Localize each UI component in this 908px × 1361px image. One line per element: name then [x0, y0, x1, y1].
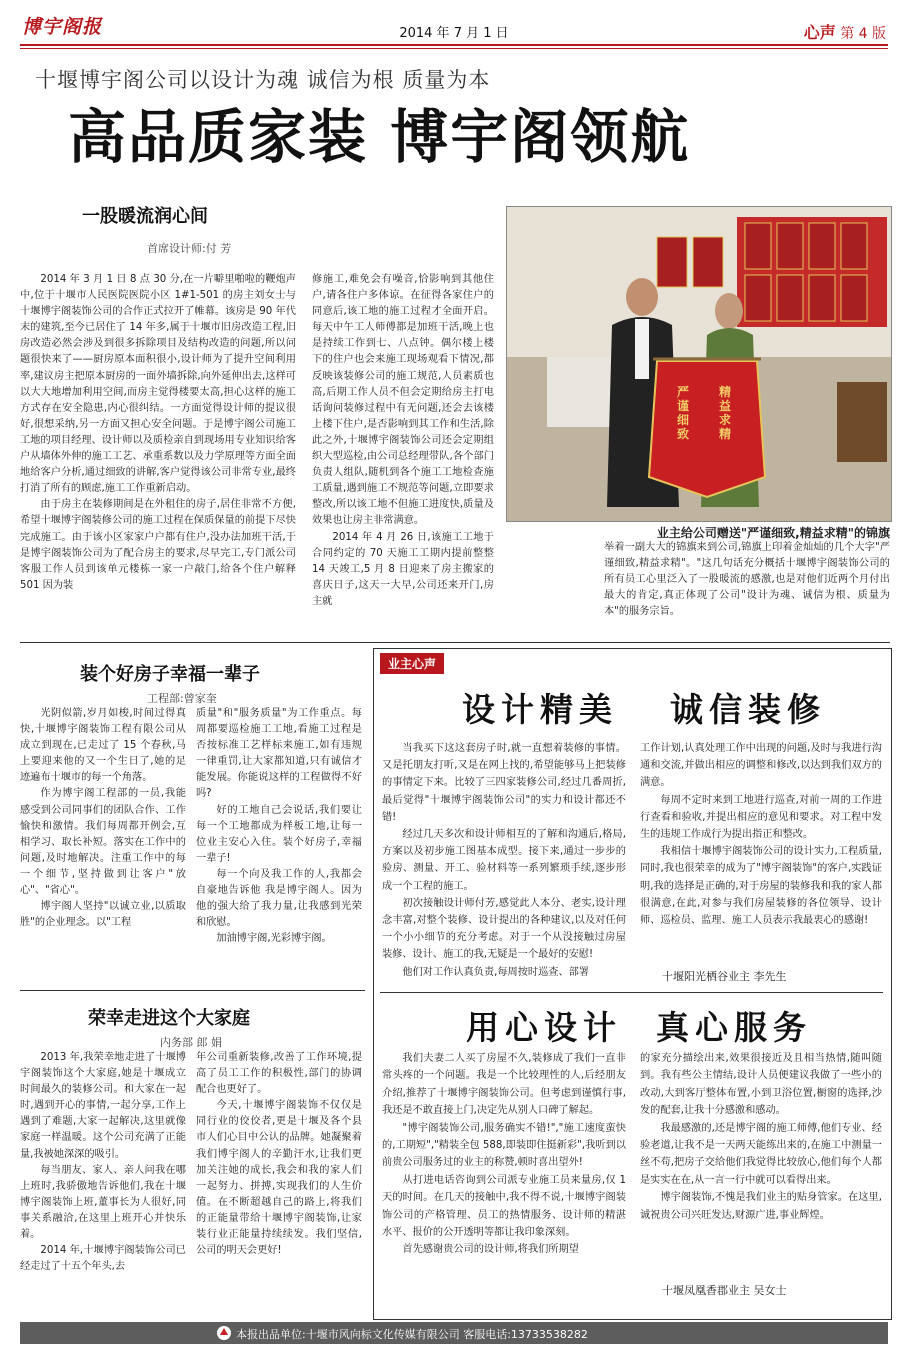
paragraph: 举着一副大大的锦旗来到公司,锦旗上印着金灿灿的几个大字"严谨细致,精益求精"。"这几句话充分概括十堰博宇阁装饰公司的所有员工心里泛入了一股暖流的感激,也是对他们近两个月付出最大的肯定,真正体现了公司"设计为魂、诚信为根、质量为本"的服务宗旨。 [604, 542, 890, 618]
paragraph: 经过几天多次和设计师相互的了解和沟通后,格局,方案以及初步施工图基本成型。接下来,通过一步步的验房、测量、开工、验材料等一系列繁琐手续,逐步形成一个工程的施工。 [382, 829, 626, 892]
opinion-head1-right: 诚信装修 [670, 690, 826, 729]
paragraph: 修施工,难免会有噪音,恰影响到其他住户,请各住户多体谅。在征得各家住户的同意后,该工地的施工过程才全面开启。每天中午工人师傅都是加班干活,晚上也是持续工作到七、八点钟。偶尔楼上楼下的住户也会来施工现场观看下情况,都反映该装修公司的施工规范,人员素质也高,后期工作人员不但会定期给房主打电话询问装修过程中有无问题,还会去该楼上楼下住户,是否影响到其工作和生活,除此之外,十堰博宇阁装饰公司还会定期组织大型巡检,由公司总经理带队,各个部门负责人组队,随机到各个施工工地检查施工质量,遇到施工不规范等问题,立即要求整改,所以该工地不但施工进度快,质量及效果也让房主非常满意。 [312, 274, 494, 527]
kicker: 十堰博宇阁公司以设计为魂 诚信为根 质量为本 [35, 68, 491, 92]
paragraph: 每周不定时来到工地进行巡查,对前一周的工作进行查看和验收,并提出相应的意见和要求。对工程中发生的违规工作成行为提出指正和整改。 [640, 794, 882, 841]
paragraph: 2013 年,我荣幸地走进了十堰博宇阁装饰这个大家庭,她是十堰成立时间最久的装修公司。和大家在一起时,遇到开心的事情,一起分享,工作上遇到了难题,大家一起解决,这里就像家庭一样温暖。这个公司充满了正能量,我被她深深的吸引。 [20, 1052, 186, 1160]
story1-col1 [20, 272, 296, 594]
paragraph: 加油博宇阁,光彩博宇阁。 [216, 933, 332, 945]
paragraph: 2014 年 4 月 26 日,该施工工地于合同约定的 70 天施工工期内提前整整 14 天竣工,5 月 8 日迎来了房主搬家的喜庆日子,这天一大早,公司还来开门,房主就 [312, 531, 494, 607]
banner-photo [506, 206, 892, 522]
story1-col2 [312, 272, 494, 610]
paragraph: 的家充分描绘出来,效果很接近及且相当热情,随叫随到。我有些公主情结,设计人员便建议我做了一些小的改动,大到客厅整体布置,小到卫浴位置,橱窗的选择,沙发的配套,让我十分感激和感动。 [640, 1053, 882, 1117]
story1-byline: 首席设计师:付 芳 [147, 242, 232, 255]
top-rule-thin [20, 48, 888, 49]
owner-voice-tag: 业主心声 [380, 653, 444, 674]
story2-col2 [196, 706, 362, 947]
paragraph: 工作计划,认真处理工作中出现的问题,及时与我进行沟通和交流,并做出相应的调整和修改,以达到我们双方的满意。 [640, 743, 882, 789]
story-divider [20, 990, 365, 991]
paragraph: 作为博宇阁工程部的一员,我能感受到公司同事们的团队合作、工作愉快和激情。我们每周都开例会,互相学习、取长补短。落实在工作中的问题,及时地解决。注重工作中的每一个细节,坚持做到让客户"放心"、"省心"。 [20, 788, 186, 897]
story2-col1 [20, 706, 186, 931]
paragraph: 他们对工作认真负责,每周按时巡查、部署 [402, 966, 590, 978]
paragraph: 2014 年 3 月 1 日 8 点 30 分,在一片噼里啪啦的鞭炮声中,位于十堰市人民医院医院小区 1#1-501 的房主刘女士与十堰博宇阁装饰公司的合作正式拉开了帷幕。该房是 90 年代末的建筑,至今已居住了 14 年多,属于十堰市旧房改造工程,旧房改造必然会涉及到很多拆除项目及结构改造的问题,所以问题很快来了——厨房原本面积很小,设计师为了提升空间利用率,建议房主把原本厨房的一面外墙拆除,向外延伸出去,这样可以大大地增加利用空间,而房主觉得楼要太高,担心这样的施工方式存在安全隐患,内心很纠结。一方面觉得设计师的提议很好,很想采纳,另一方面又担心安全问题。于是博宇阁公司施工工地的项目经理、设计师以及质检亲自到现场用专业知识给客户从墙体外伸的施工工艺、承重系数以及力学原理等方面全面地给客户分析,通过细致的讲解,客户觉得该公司非常专业,最终打消了所有的顾虑,施工工作重新启动。 [20, 274, 296, 495]
paragraph: 2014 年,十堰博宇阁装饰公司已经走过了十五个年头,去 [20, 1245, 186, 1273]
paragraph: 从打进电话咨询到公司派专业施工员来量房,仅 1 天的时间。在几天的接触中,我不得不说,十堰博宇阁装饰公司的产格管理、员工的热情服务、设计师的精湛水平、报价的公开透明等都让我印象深刻。 [382, 1174, 626, 1239]
paragraph: 我相信十堰博宇阁装饰公司的设计实力,工程质量,同时,我也很荣幸的成为了"博宇阁装饰"的客户,实践证明,我的选择是正确的,对于房屋的装修我和我的家人都很满意,在此,对参与我们房屋装修的各位领导、设计师、巡检员、监理、施工人员表示我最衷心的感谢! [640, 846, 882, 927]
issue-date: 2014 年 7 月 1 日 [399, 26, 509, 41]
paragraph: 博宇阁人坚持"以诚立业,以质取胜"的企业理念。以"工程 [20, 901, 186, 929]
story3-byline: 内务部 郎 娟 [160, 1036, 222, 1049]
opinion1-col1 [382, 740, 626, 981]
masthead-title: 博宇阁报 [22, 16, 103, 38]
page-number: 第 4 版 [840, 26, 886, 42]
paragraph: 年公司重新装修,改善了工作环境,提高了员工工作的积极性,部门的协调配合也更好了。 [196, 1052, 362, 1096]
photo-caption: 业主给公司赠送"严谨细致,精益求精"的锦旗 [656, 526, 890, 540]
publisher-logo-icon [216, 1325, 232, 1341]
footer-bar [20, 1322, 888, 1344]
footer-text: 本报出品单位:十堰市风向标文化传媒有限公司 客服电话:13733538282 [236, 1328, 588, 1341]
opinion-head1-left: 设计精美 [462, 690, 618, 729]
story3-title: 荣幸走进这个大家庭 [88, 1008, 250, 1029]
paragraph: 每当朋友、家人、亲人问我在哪上班时,我骄傲地告诉他们,我在十堰博宇阁装饰上班,董事长为人很好,同事关系融洽,在这里上班开心并快乐着。 [20, 1164, 186, 1241]
paragraph: 当我买下这这套房子时,就一直想着装修的事情。又是托朋友打听,又是在网上找的,希望能够马上把装修的事情定下来。比较了三四家装修公司,经过几番周折,最后觉得"十堰博宇阁装饰公司"的实力和设计都还不错! [382, 743, 626, 823]
opinion1-col2 [640, 740, 882, 929]
opinion-head2-right: 真心服务 [656, 1008, 812, 1047]
top-rule [20, 44, 888, 46]
story1-title: 一股暖流润心间 [82, 206, 208, 227]
paragraph: 我们夫妻二人买了房屋不久,装修成了我们一直非常头疼的一个问题。我是一个比较理性的人,后经朋友介绍,推荐了十堰博宇阁装饰公司。但考虑到谨慎行事,我还是不敢直接上门,决定先从别人口碑了解起。 [382, 1053, 626, 1117]
paragraph: 质量"和"服务质量"为工作重点。每周都要巡检施工工地,看施工过程是否按标准工艺样标来施工,如有违规一律重罚,让大家都知道,只有诚信才能发展。你能说这样的工程做得不好吗? [196, 708, 362, 800]
paragraph: 由于房主在装修期间是在外租住的房子,居住非常不方便,希望十堰博宇阁装修公司的施工过程在保质保量的前提下尽快完成施工。由于该小区家家户户都有住户,没办法加班干活,于是博宇阁装饰公司为了配合房主的要求,尽早完工,专门派公司客服工作人员到该单元楼栋一家一户敲门,给各个住户解释 501 因为装 [20, 499, 296, 591]
story1-col3 [604, 540, 890, 620]
opinion-divider [380, 992, 883, 993]
photo-illustration [507, 207, 891, 521]
paragraph: "博宇阁装饰公司,服务确实不错!","施工速度蛮快的,工期短","精装全包 588,即装即住挺新彩",我听到以前贵公司服务过的业主的称赞,顿时喜出望外! [382, 1122, 626, 1169]
paragraph: 今天,十堰博宇阁装饰不仅仅是同行业的佼佼者,更是十堰及各个县市人们心目中公认的品牌。她凝聚着我们博宇阁人的辛勤汗水,让我们更加关注她的成长,我会和我的家人们一起努力、拼搏,实现我们的人生价值。在不断超越自己的路上,将我们的正能量带给十堰博宇阁装饰,让家装行业正能量持续续发。我们坚信,公司的明天会更好! [196, 1100, 362, 1257]
paragraph: 我最感激的,还是博宇阁的施工师傅,他们专业、经验老道,让我不是一天两天能练出来的,在施工中测量一丝不苟,把房子交给他们我觉得比较放心,他们每个人都是实实在在,从一言一行中就可以看得出来。 [640, 1122, 882, 1186]
story3-col2 [196, 1050, 362, 1259]
section-divider [20, 642, 890, 643]
section-label [804, 20, 886, 43]
headline: 高品质家装 博宇阁领航 [68, 103, 691, 171]
story3-col1 [20, 1050, 186, 1275]
opinion-head2-left: 用心设计 [466, 1008, 622, 1047]
opinion1-signature: 十堰阳光栖谷业主 李先生 [662, 970, 787, 983]
paragraph: 博宇阁装饰,不愧是我们业主的贴身管家。在这里,诚祝贵公司兴旺发达,财源广进,事业辉煌。 [640, 1192, 882, 1221]
paragraph: 初次接触设计师付芳,感觉此人本分、老实,设计理念丰富,对整个装修、设计提出的各种建议,以及对任何一个小小细节的充分考虑。对于一个从没接触过房屋装修、设计、施工的我,无疑是一个最好的安慰! [382, 897, 626, 961]
opinion2-signature: 十堰凤凰香郡业主 吴女士 [662, 1284, 787, 1297]
paragraph: 首先感谢贵公司的设计师,将我们所期望 [402, 1244, 579, 1256]
opinion2-col1 [382, 1050, 626, 1259]
section-name: 心声 [803, 23, 836, 42]
story2-title: 装个好房子幸福一辈子 [80, 664, 260, 685]
opinion2-col2 [640, 1050, 882, 1224]
story2-byline: 工程部:曾家奎 [147, 692, 217, 705]
paragraph: 好的工地自己会说话,我们要让每一个工地都成为样板工地,让每一位业主安心入住。装个好房子,幸福一辈子! [196, 804, 362, 864]
banner-text-left: 严谨细致 [677, 385, 690, 441]
paragraph: 每一个向及我工作的人,我都会自豪地告诉他 我是博宇阁人。因为他的强大给了我力量,让我感到光荣和欣慰。 [196, 868, 362, 929]
banner-text-right: 精益求精 [719, 385, 732, 441]
paragraph: 光阴似箭,岁月如梭,时间过得真快,十堰博宇阁装饰工程有限公司从成立到现在,已走过了 15 个春秋,马上要迎来他的又一个生日了,她的足迹遍布十堰市的每一个角落。 [20, 708, 186, 784]
